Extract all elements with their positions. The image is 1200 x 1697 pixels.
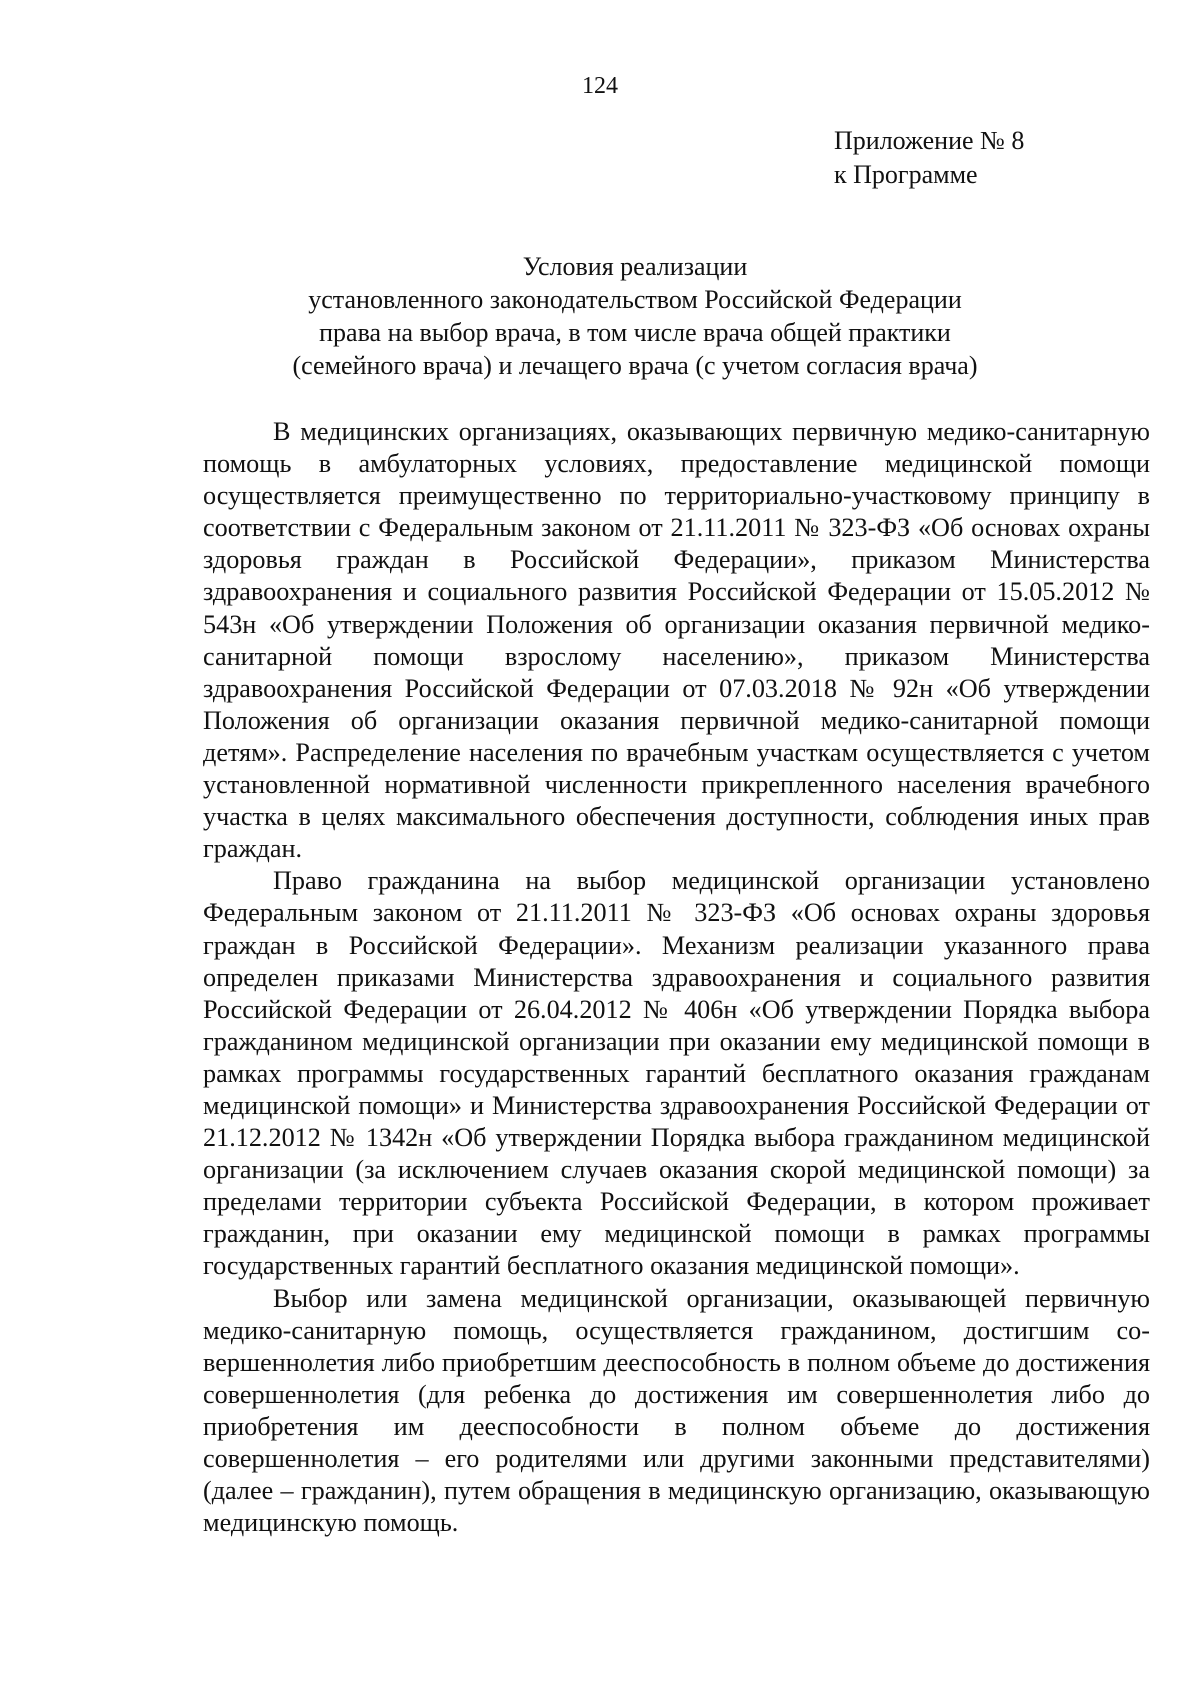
- paragraph: Право гражданина на выбор медицинской организации установлено Федеральным законом от 21.11.2011 № 323-ФЗ «Об основах охраны здоровья граждан в Российской Федерации». Механизм реализации указанного права определен приказами Министерства здравоохранения и социального развития Российской Федерации от 26.04.2012 № 406н «Об утверждении Порядка выбора гражданином медицинской организации при оказании ему медицинской помощи в рамках программы государственных гарантий бесплатного оказания гражданам медицинской помощи» и Министерства здравоохранения Российской Федерации от 21.12.2012 № 1342н «Об утверждении Порядка выбора гражданином медицинской организации (за исключением случаев оказания скорой медицинской помощи) за пределами территории субъекта Российской Федерации, в котором проживает гражданин, при оказании ему медицинской помощи в рамках программы государственных гарантий бесплатного оказания медицинской помощи».: [203, 866, 1150, 1281]
- paragraph: В медицинских организациях, оказывающих первичную медико-санитарную помощь в амбулаторных условиях, предоставление медицинской помощи осуществляется преимущественно по территориально-участковому принципу в соответствии с Федеральным законом от 21.11.2011 № 323-ФЗ «Об основах охраны здоровья граждан в Российской Федерации», приказом Министерства здравоохранения и социального развития Российской Федерации от 15.05.2012 № 543н «Об утверждении Положения об организации оказания первичной медико-санитарной помощи взрослому населению», приказом Министерства здравоохранения Российской Федерации от 07.03.2018 № 92н «Об утверждении Положения об организации оказания первичной медико-санитарной помощи детям». Распределение населения по врачебным участкам осуществляется с учетом установленной нормативной численности прикрепленного населения врачебного участка в целях максимального обеспечения доступности, соблюдения иных прав граждан.: [203, 417, 1150, 864]
- title-line: Условия реализации: [522, 252, 748, 281]
- title-line: права на выбор врача, в том числе врача общей практики: [319, 318, 951, 347]
- appendix-number: Приложение № 8: [834, 126, 1025, 155]
- appendix-reference: к Программе: [834, 160, 978, 189]
- title-line: установленного законодательством Российской Федерации: [308, 285, 962, 314]
- page-number: 124: [582, 73, 618, 99]
- document-title: [200, 250, 1070, 382]
- paragraph: Выбор или замена медицинской организации, оказывающей первичную медико-санитарную помощь, осуществляется гражданином, достигшим совершеннолетия либо приобретшим дееспособность в полном объеме до достижения совершеннолетия (для ребенка до достижения им совершеннолетия либо до приобретения им дееспособности в полном объеме до достижения совершеннолетия – его родителями или другими законными представителями) (далее – гражданин), путем обращения в медицинскую организацию, оказывающую медицинскую помощь.: [203, 1283, 1150, 1538]
- appendix-note: [834, 124, 1024, 192]
- document-body: [203, 416, 1150, 1539]
- title-line: (семейного врача) и лечащего врача (с учетом согласия врача): [292, 351, 978, 380]
